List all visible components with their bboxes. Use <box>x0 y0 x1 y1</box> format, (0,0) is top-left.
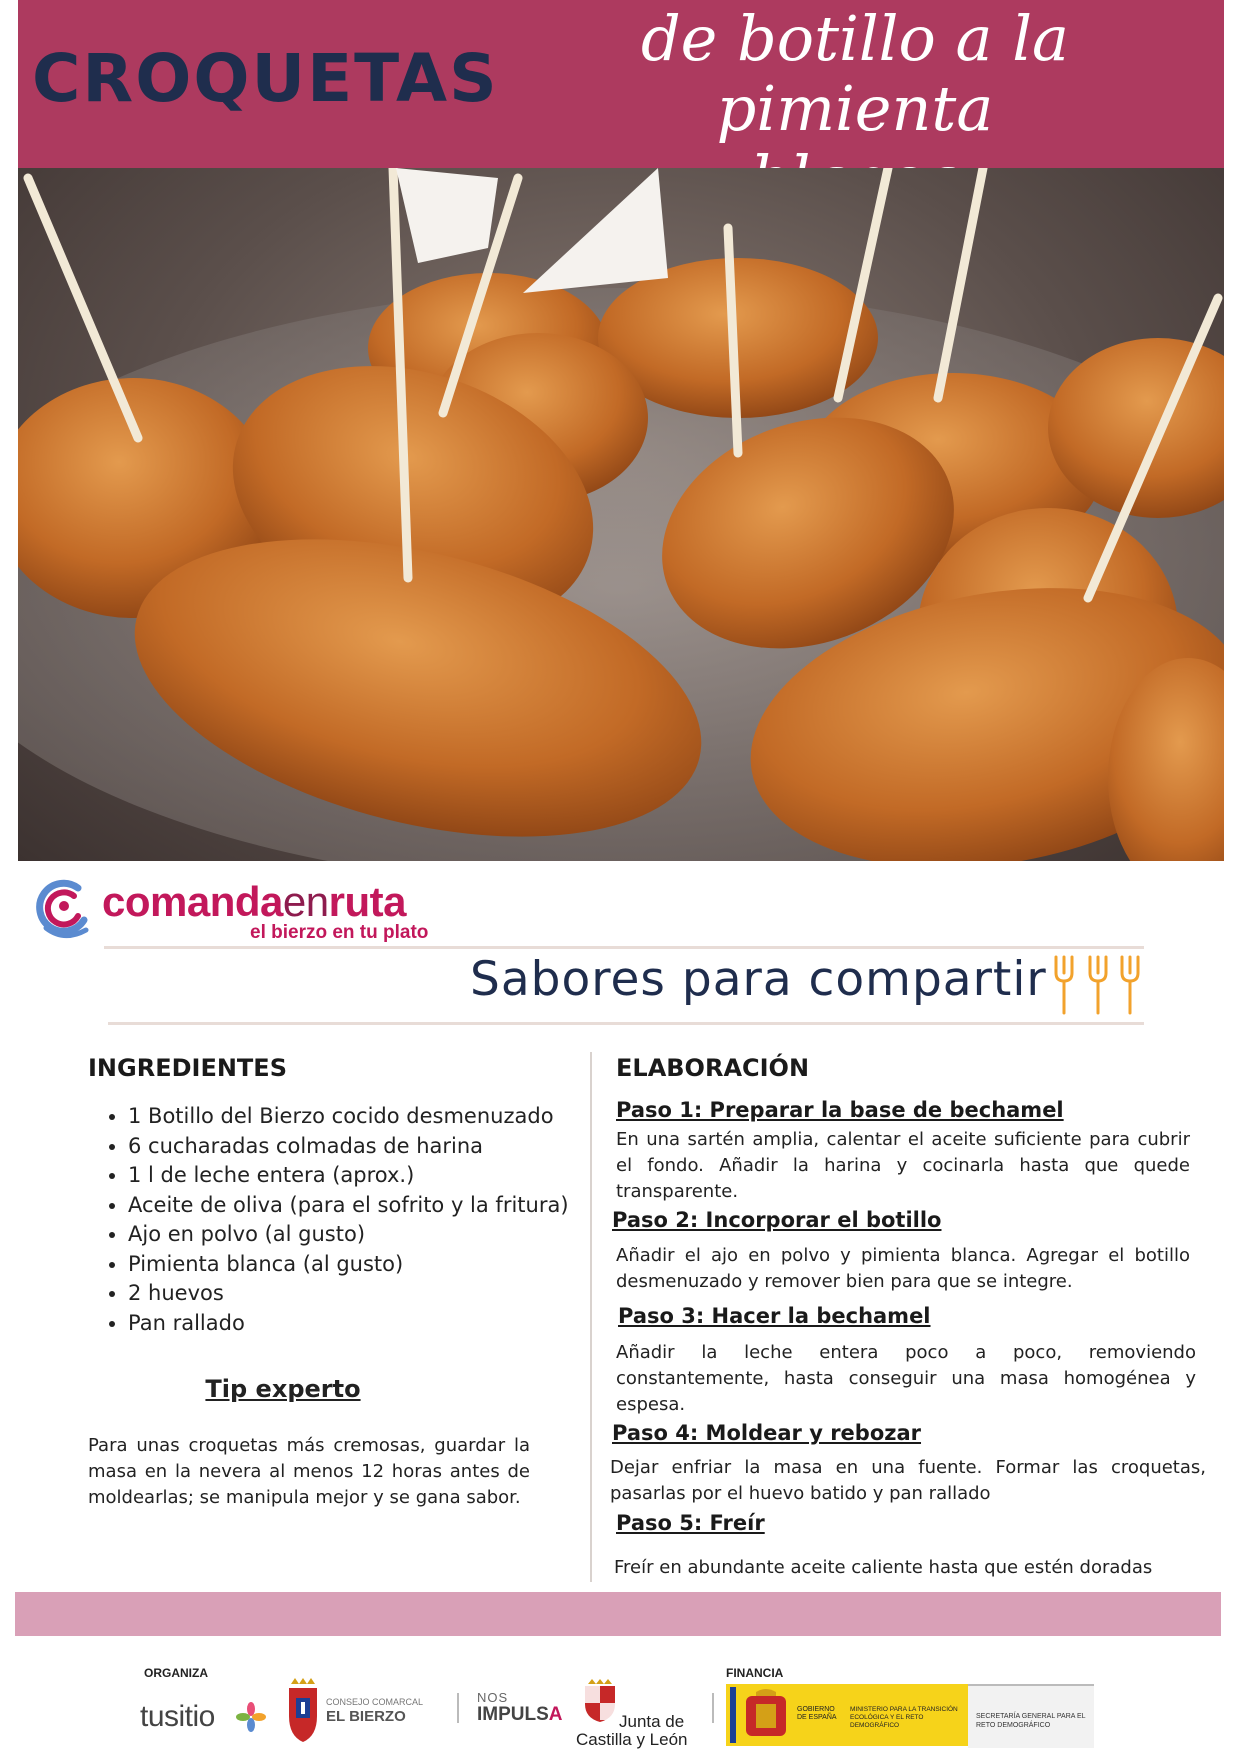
step-3-text: Añadir la leche entera poco a poco, removiendo constantemente, hasta conseguir una masa homogénea y espesa. <box>616 1342 1196 1415</box>
tusitio-logo: tusitio <box>140 1700 215 1733</box>
shield-icon <box>583 1678 617 1722</box>
spain-coat-of-arms-icon <box>742 1686 790 1742</box>
recipe-title: CROQUETAS <box>32 40 499 117</box>
step-5-text: Freír en abundante aceite caliente hasta que estén doradas <box>614 1557 1153 1578</box>
impulsa-main: IMPULS <box>477 1704 549 1725</box>
tip-heading: Tip experto <box>205 1375 361 1403</box>
fork-icons-group <box>1052 955 1144 1017</box>
gobierno-text: GOBIERNO DE ESPAÑA <box>797 1706 837 1721</box>
ingredient-item: • 1 l de leche entera (aprox.) <box>128 1161 569 1191</box>
ingredient-item: • 6 cucharadas colmadas de harina <box>128 1132 569 1162</box>
script-line-1: de botillo a la pimienta <box>640 2 1069 145</box>
ingredients-heading: INGREDIENTES <box>88 1054 287 1082</box>
brand-name <box>102 878 406 926</box>
nos-text: NOS <box>477 1690 509 1705</box>
brand-name-part1: comanda <box>102 878 283 925</box>
jcyl-line1: Junta de <box>619 1712 685 1731</box>
fork-icon <box>1090 957 1106 1013</box>
footer-separator <box>457 1693 459 1723</box>
fork-icon <box>1122 957 1138 1013</box>
consejo-line2: EL BIERZO <box>326 1708 406 1725</box>
brand-name-part3: ruta <box>328 878 406 925</box>
step-4-text: Dejar enfriar la masa en una fuente. Formar las croquetas, pasarlas por el huevo batido y pan rallado <box>610 1457 1206 1504</box>
section-subtitle: Sabores para compartir <box>470 952 1047 1007</box>
consejo-line1: CONSEJO COMARCAL <box>326 1697 424 1707</box>
step-2-text: Añadir el ajo en polvo y pimienta blanca. Agregar el botillo desmenuzado y remover bien para que se integre. <box>616 1245 1190 1292</box>
step-4-title: Paso 4: Moldear y rebozar <box>612 1421 922 1445</box>
financia-label: FINANCIA <box>726 1666 784 1680</box>
crest-icon <box>285 1676 321 1744</box>
elaboration-heading: ELABORACIÓN <box>616 1054 810 1082</box>
footer-band <box>15 1592 1221 1636</box>
step-2-title: Paso 2: Incorporar el botillo <box>612 1208 942 1232</box>
ingredient-item: • Pimienta blanca (al gusto) <box>128 1250 569 1280</box>
comandaenruta-logo-icon <box>34 876 94 942</box>
brand-name-part2: en <box>282 878 329 925</box>
footer-separator <box>712 1693 714 1723</box>
column-divider <box>590 1052 592 1582</box>
croquetas-photo <box>18 168 1224 861</box>
divider-top <box>104 946 1144 949</box>
jcyl-line2: Castilla y León <box>576 1730 688 1749</box>
organiza-label: ORGANIZA <box>144 1666 208 1680</box>
brand-tagline: el bierzo en tu plato <box>250 922 429 943</box>
step-5-title: Paso 5: Freír <box>616 1511 765 1535</box>
eu-stripe <box>730 1687 736 1743</box>
ingredient-item: • Aceite de oliva (para el sofrito y la fritura) <box>128 1191 569 1221</box>
ingredient-item: • 1 Botillo del Bierzo cocido desmenuzado <box>128 1102 569 1132</box>
ingredient-item: • Ajo en polvo (al gusto) <box>128 1220 569 1250</box>
divider-bottom <box>108 1022 1144 1025</box>
flower-icon <box>236 1702 266 1732</box>
fork-icon <box>1056 957 1072 1013</box>
impulsa-accent: A <box>548 1704 563 1725</box>
step-1-text: En una sartén amplia, calentar el aceite suficiente para cubrir el fondo. Añadir la harina y cocinarla hasta que quede transparente. <box>616 1129 1190 1202</box>
ingredient-item: • 2 huevos <box>128 1279 569 1309</box>
ministerio-text: MINISTERIO PARA LA TRANSICIÓN ECOLÓGICA Y EL RETO DEMOGRÁFICO <box>850 1706 958 1729</box>
secretaria-text: SECRETARÍA GENERAL PARA EL RETO DEMOGRÁFICO <box>976 1713 1086 1729</box>
ingredients-list <box>100 1102 569 1338</box>
impulsa-logo <box>477 1704 563 1726</box>
ingredient-item: • Pan rallado <box>128 1309 569 1339</box>
tip-text: Para unas croquetas más cremosas, guardar la masa en la nevera al menos 12 horas antes de moldearlas; se manipula mejor y se gana sabor. <box>88 1435 530 1508</box>
croquetas-illustration <box>18 168 1224 861</box>
step-1-title: Paso 1: Preparar la base de bechamel <box>616 1098 1064 1122</box>
step-3-title: Paso 3: Hacer la bechamel <box>618 1304 931 1328</box>
